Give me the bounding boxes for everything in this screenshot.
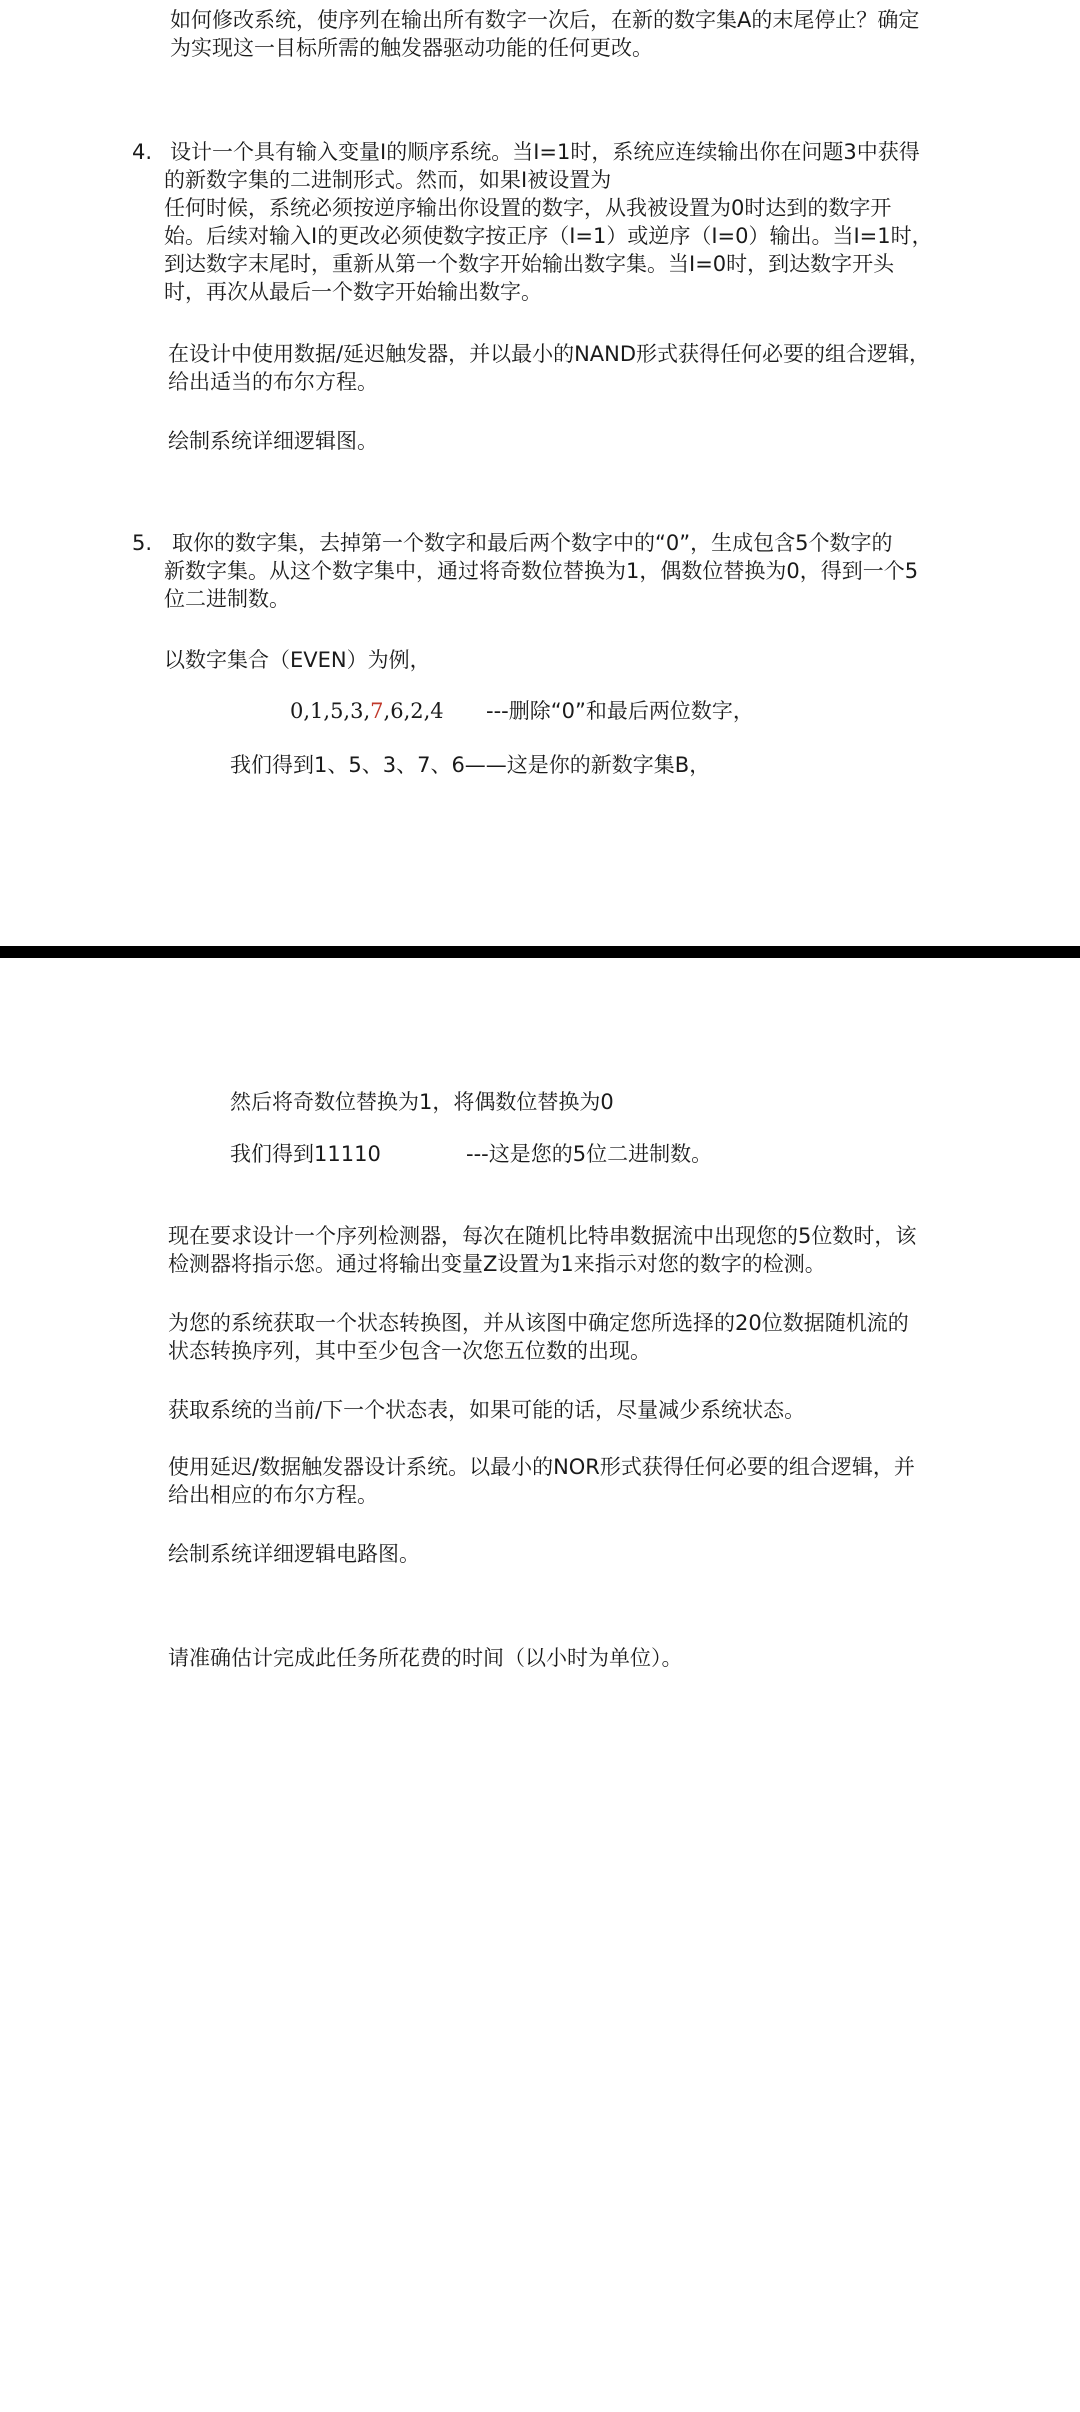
q4-para2-line-1: 在设计中使用数据/延迟触发器，并以最小的NAND形式获得任何必要的组合逻辑， bbox=[168, 342, 931, 366]
q5-line-2: 新数字集。从这个数字集中，通过将奇数位替换为1，偶数位替换为0，得到一个5 bbox=[164, 559, 919, 583]
sequence-highlighted-digit: 7 bbox=[370, 699, 384, 723]
document-page-1 bbox=[0, 0, 1080, 946]
binary-result: 我们得到11110 bbox=[230, 1142, 381, 1166]
sequence-part-2: ,6,2,4 bbox=[383, 699, 444, 723]
p2-para3: 获取系统的当前/下一个状态表，如果可能的话，尽量减少系统状态。 bbox=[168, 1398, 806, 1422]
page-divider bbox=[0, 946, 1080, 958]
q3-tail-line-1: 如何修改系统，使序列在输出所有数字一次后，在新的数字集A的末尾停止？确定 bbox=[170, 8, 920, 32]
q5-example-intro: 以数字集合（EVEN）为例， bbox=[164, 648, 431, 672]
q4-line-1: 设计一个具有输入变量I的顺序系统。当I=1时，系统应连续输出你在问题3中获得 bbox=[170, 140, 920, 164]
q4-line-4: 始。后续对输入I的更改必须使数字按正序（I=1）或逆序（I=0）输出。当I=1时， bbox=[164, 224, 933, 248]
p2-para4-line-2: 给出相应的布尔方程。 bbox=[168, 1483, 378, 1507]
q5-line-3: 位二进制数。 bbox=[164, 587, 290, 611]
document-page-2 bbox=[0, 958, 1080, 2412]
q5-example-sequence bbox=[290, 697, 444, 725]
q4-line-5: 到达数字末尾时，重新从第一个数字开始输出数字集。当I=0时，到达数字开头 bbox=[164, 252, 895, 276]
q4-para3: 绘制系统详细逻辑图。 bbox=[168, 429, 378, 453]
p2-para1-line-2: 检测器将指示您。通过将输出变量Z设置为1来指示对您的数字的检测。 bbox=[168, 1252, 826, 1276]
q5-example-note: ---删除“0”和最后两位数字， bbox=[486, 699, 754, 723]
q4-line-3: 任何时候，系统必须按逆序输出你设置的数字，从我被设置为0时达到的数字开 bbox=[164, 196, 892, 220]
p2-para5: 绘制系统详细逻辑电路图。 bbox=[168, 1542, 420, 1566]
p2-para2-line-2: 状态转换序列，其中至少包含一次您五位数的出现。 bbox=[168, 1339, 651, 1363]
q4-para2-line-2: 给出适当的布尔方程。 bbox=[168, 370, 378, 394]
p2-para4-line-1: 使用延迟/数据触发器设计系统。以最小的NOR形式获得任何必要的组合逻辑，并 bbox=[168, 1455, 915, 1479]
q4-line-6: 时，再次从最后一个数字开始输出数字。 bbox=[164, 280, 542, 304]
p2-para2-line-1: 为您的系统获取一个状态转换图，并从该图中确定您所选择的20位数据随机流的 bbox=[168, 1311, 909, 1335]
q5-line-1: 取你的数字集，去掉第一个数字和最后两个数字中的“0”，生成包含5个数字的 bbox=[172, 531, 893, 555]
p2-para1-line-1: 现在要求设计一个序列检测器，每次在随机比特串数据流中出现您的5位数时，该 bbox=[168, 1224, 917, 1248]
replace-line: 然后将奇数位替换为1，将偶数位替换为0 bbox=[230, 1090, 614, 1114]
question-4-number: 4. bbox=[132, 140, 153, 164]
binary-note: ---这是您的5位二进制数。 bbox=[466, 1142, 713, 1166]
q3-tail-line-2: 为实现这一目标所需的触发器驱动功能的任何更改。 bbox=[170, 36, 653, 60]
sequence-part-1: 0,1,5,3, bbox=[290, 699, 371, 723]
question-5-number: 5. bbox=[132, 531, 153, 555]
q5-result-line: 我们得到1、5、3、7、6——这是你的新数字集B， bbox=[230, 753, 711, 777]
q4-line-2: 的新数字集的二进制形式。然而，如果I被设置为 bbox=[164, 168, 612, 192]
p2-para6: 请准确估计完成此任务所花费的时间（以小时为单位）。 bbox=[168, 1646, 683, 1670]
